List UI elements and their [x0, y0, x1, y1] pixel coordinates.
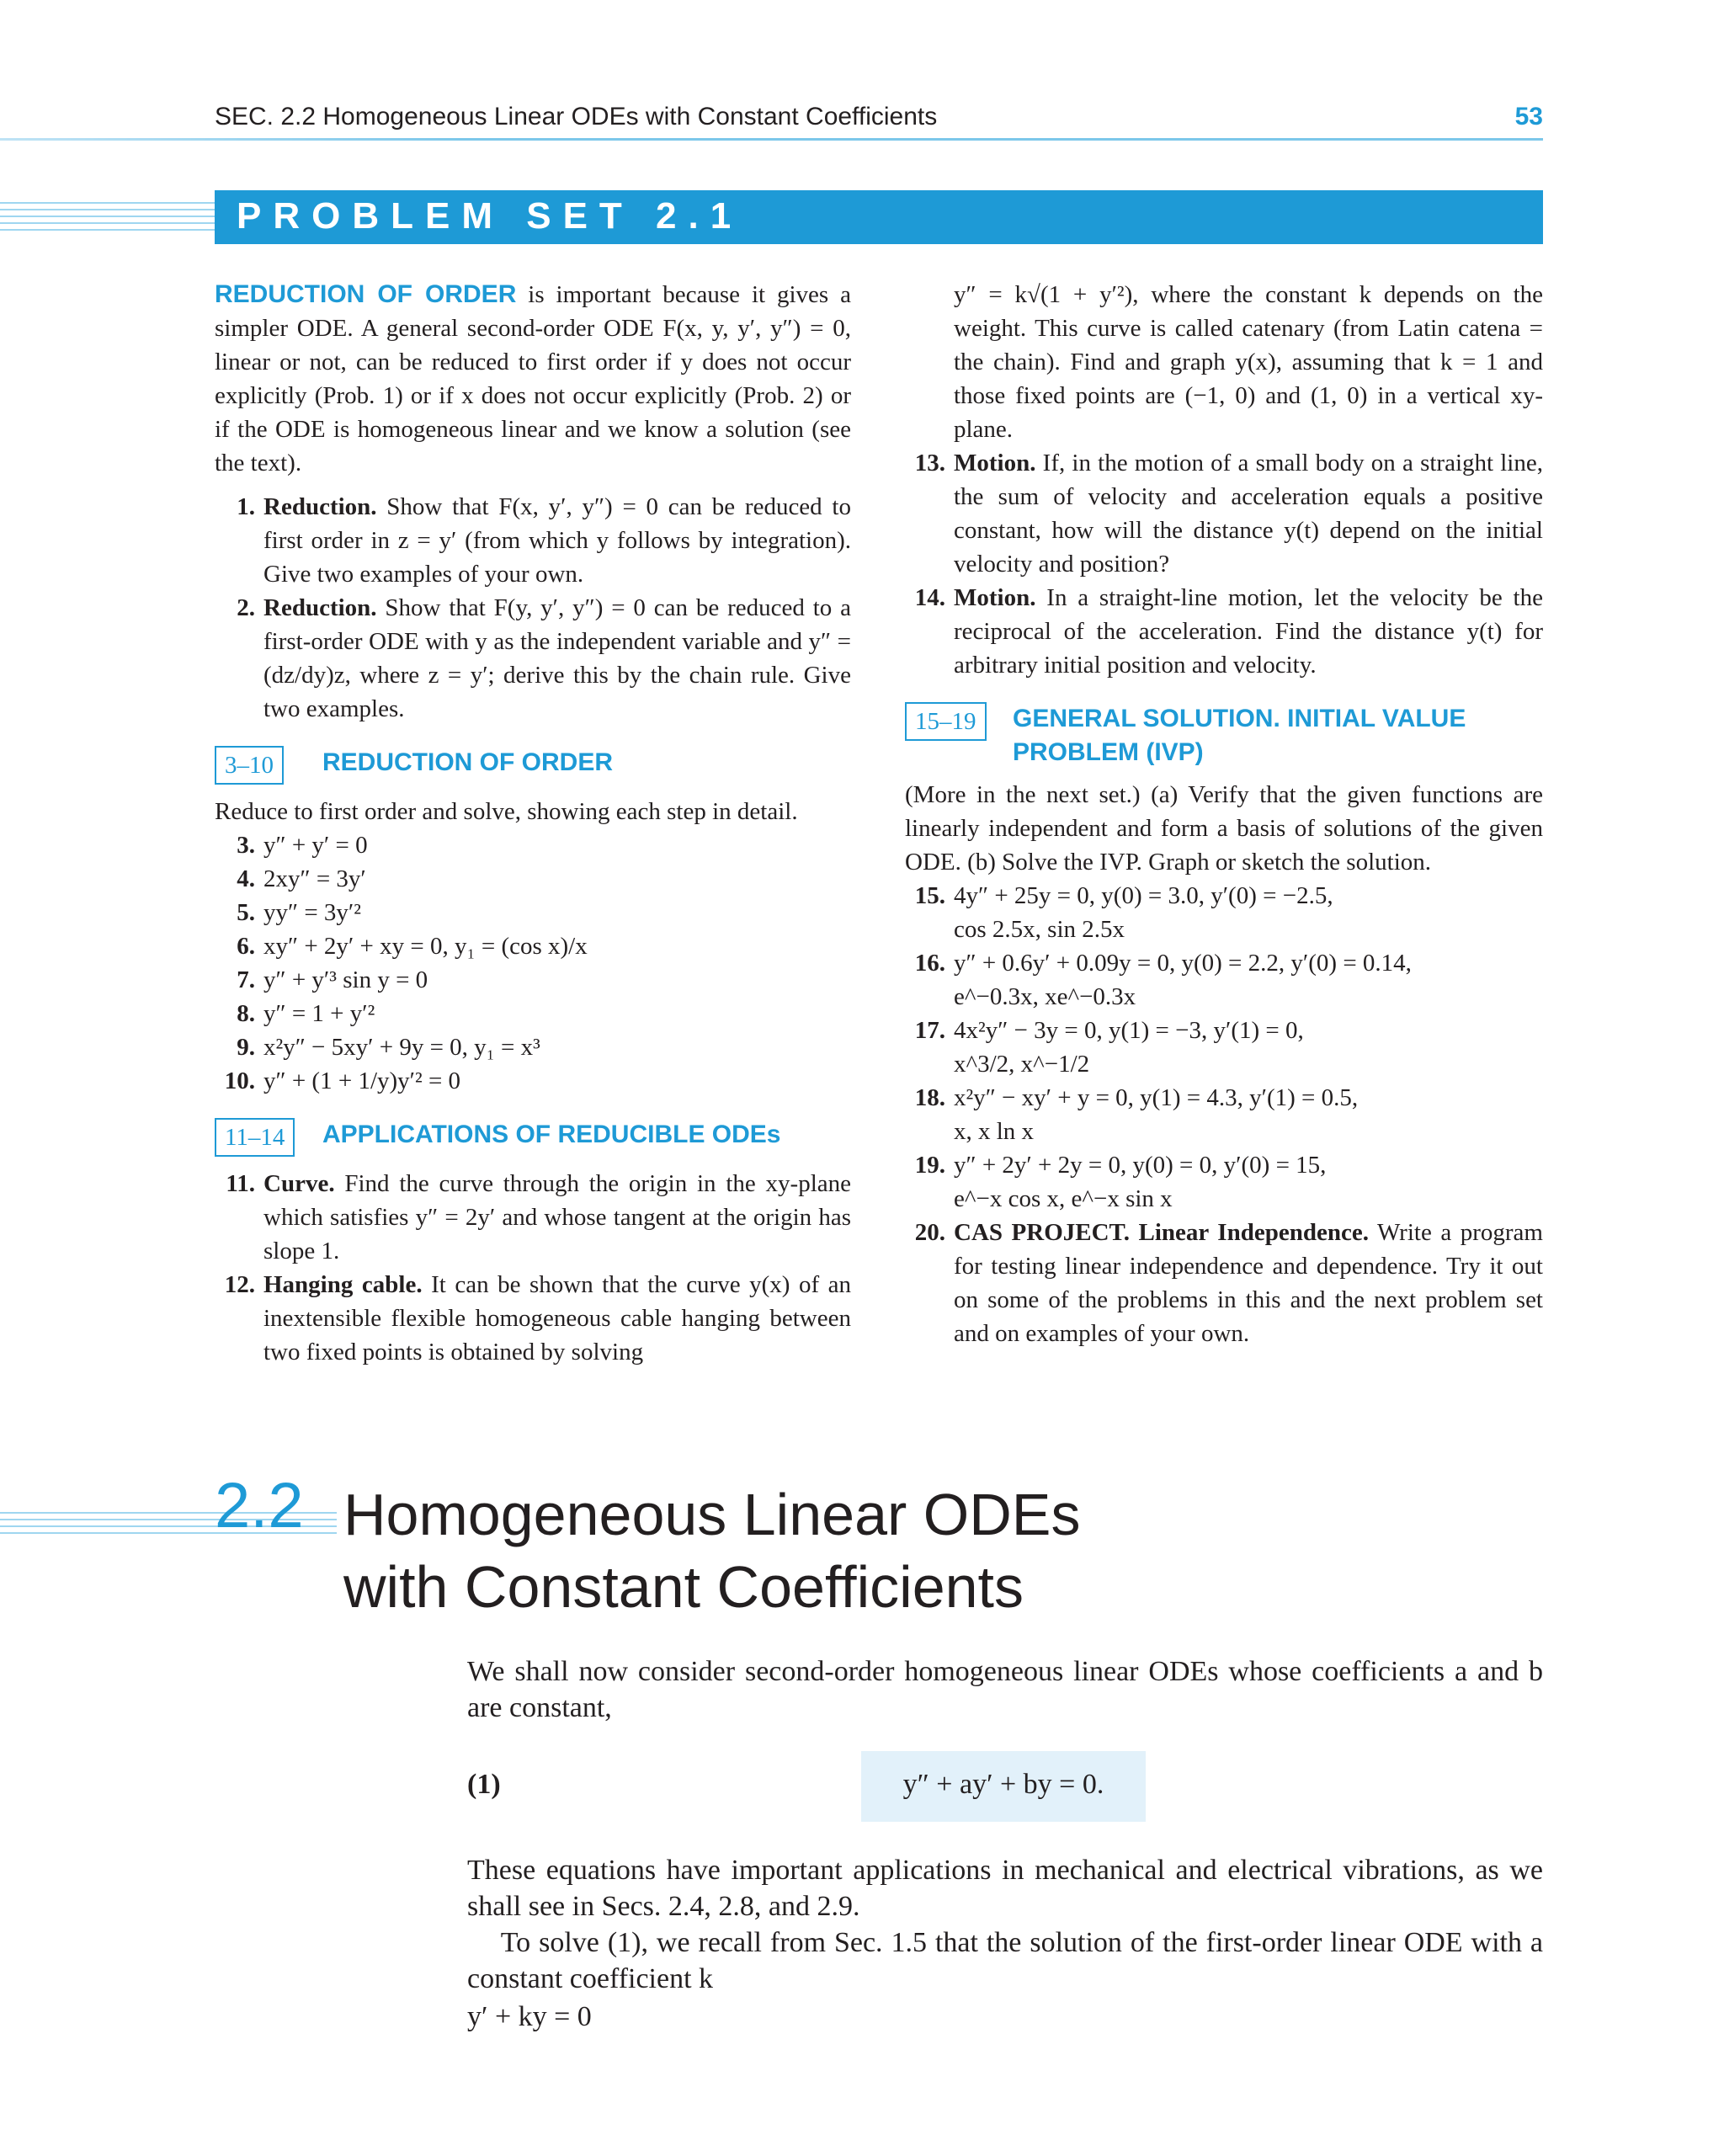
problem-11 — [215, 1167, 851, 1268]
problem-9 — [215, 1030, 851, 1064]
problem-equation: yy″ = 3y′² — [263, 899, 361, 926]
equation-1-label: (1) — [467, 1769, 501, 1800]
problem-equation: y″ + (1 + 1/y)y′² = 0 — [263, 1067, 461, 1094]
problem-19 — [905, 1148, 1543, 1182]
problem-equation: x²y″ − xy′ + y = 0, y(1) = 4.3, y′(1) = 0.5, — [954, 1084, 1359, 1111]
problem-7 — [215, 963, 851, 997]
problem-number: 1. — [237, 493, 255, 520]
group-range: 15–19 — [905, 702, 987, 741]
problem-equation: xy″ + 2y′ + xy = 0, y₁ = (cos x)/x — [263, 933, 588, 960]
problem-equation: x²y″ − 5xy′ + 9y = 0, y₁ = x³ — [263, 1034, 540, 1061]
problem-title: Motion. — [954, 450, 1036, 476]
problem-number: 18. — [914, 1084, 945, 1111]
problem-title: Reduction. — [263, 594, 377, 621]
body-paragraph-1: We shall now consider second-order homogeneous linear ODEs whose coefficients a and b are constant, — [467, 1656, 1543, 1723]
problem-4 — [215, 862, 851, 896]
left-column — [215, 278, 851, 1369]
problem-number: 8. — [237, 1000, 255, 1027]
problem-18 — [905, 1081, 1543, 1115]
problem-14 — [905, 581, 1543, 682]
problem-1 — [215, 490, 851, 591]
problem-number: 15. — [914, 882, 945, 909]
problem-title: Reduction. — [263, 493, 377, 520]
header-rule — [0, 138, 1543, 141]
problem-10 — [215, 1064, 851, 1098]
section-title — [343, 1478, 1438, 1623]
problem-12 — [215, 1268, 851, 1369]
problem-text: It can be shown that the curve y(x) of an inextensible flexible homogeneous cable hanging between two fixed points is obtained by solving — [263, 1271, 851, 1365]
section-number: 2.2 — [215, 1470, 304, 1541]
problem-13 — [905, 446, 1543, 581]
problem-2 — [215, 591, 851, 726]
problem-equation: y″ + 0.6y′ + 0.09y = 0, y(0) = 2.2, y′(0) = 0.14, — [954, 950, 1412, 977]
problem-number: 2. — [237, 594, 255, 621]
problem-6 — [215, 929, 851, 963]
problem-text: Write a program for testing linear independence and dependence. Try it out on some of the problems in this and the next problem set and on examples of your own. — [954, 1219, 1543, 1347]
problem-number: 3. — [237, 832, 255, 859]
problem-equation: 4x²y″ − 3y = 0, y(1) = −3, y′(1) = 0, — [954, 1017, 1304, 1044]
problem-17-basis: x^3/2, x^−1/2 — [954, 1051, 1090, 1078]
problem-title: Curve. — [263, 1170, 335, 1197]
problem-number: 6. — [237, 933, 255, 960]
problem-equation: 4y″ + 25y = 0, y(0) = 3.0, y′(0) = −2.5, — [954, 882, 1333, 909]
problem-set-banner — [215, 190, 1543, 244]
section-title-line-1: Homogeneous Linear ODEs — [343, 1482, 1081, 1547]
intro-text: is important because it gives a simpler ODE. A general second-order ODE F(x, y, y′, y″) = 0, linear or not, can be reduced to first order if y does not occur explicitly (Prob. 1) or if x does not occur explicitly (Prob. 2) or if the ODE is homogeneous linear and we know a solution (see the text). — [215, 281, 851, 476]
group-intro: (More in the next set.) (a) Verify that the given functions are linearly independent and form a basis of solutions of the given ODE. (b) Solve the IVP. Graph or sketch the solution. — [905, 781, 1543, 876]
problem-number: 10. — [224, 1067, 255, 1094]
group-heading-11-14 — [215, 1116, 851, 1160]
problem-8 — [215, 997, 851, 1030]
problem-number: 19. — [914, 1152, 945, 1179]
equation-1-row — [467, 1751, 1543, 1822]
problem-number: 12. — [224, 1271, 255, 1298]
problem-number: 16. — [914, 950, 945, 977]
problem-text: If, in the motion of a small body on a straight line, the sum of velocity and acceleration equals a positive constant, how will the distance y(t) depend on the initial velocity and position? — [954, 450, 1543, 578]
problem-number: 14. — [914, 584, 945, 611]
equation-1: y″ + ay′ + by = 0. — [902, 1769, 1104, 1800]
problem-title: Hanging cable. — [263, 1271, 423, 1298]
problem-text: Show that F(y, y′, y″) = 0 can be reduced to a first-order ODE with y as the independent variable and y″ = (dz/dy)z, where z = y′; derive this by the chain rule. Give two examples. — [263, 594, 851, 722]
problem-15-basis: cos 2.5x, sin 2.5x — [954, 916, 1125, 943]
problem-text: Show that F(x, y′, y″) = 0 can be reduced to first order in z = y′ (from which y follows by integration). Give two examples of your own. — [263, 493, 851, 588]
equation-2: y′ + ky = 0 — [467, 2001, 592, 2032]
problem-number: 9. — [237, 1034, 255, 1061]
problem-18-basis: x, x ln x — [954, 1118, 1035, 1145]
equation-1-box — [861, 1751, 1146, 1822]
group-title: REDUCTION OF ORDER — [322, 748, 613, 776]
problem-12-continued: y″ = k√(1 + y′²), where the constant k depends on the weight. This curve is called catenary (from Latin catena = the chain). Find and graph y(x), assuming that k = 1 and those fixed points are (−1, 0) and (1, 0) in a vertical xy-plane. — [954, 281, 1543, 443]
problem-16-basis: e^−0.3x, xe^−0.3x — [954, 983, 1136, 1010]
group-title: APPLICATIONS OF REDUCIBLE ODEs — [322, 1121, 781, 1148]
problem-title: CAS PROJECT. Linear Independence. — [954, 1219, 1369, 1246]
problem-16 — [905, 946, 1543, 980]
problem-text: In a straight-line motion, let the velocity be the reciprocal of the acceleration. Find the distance y(t) for arbitrary initial position and velocity. — [954, 584, 1543, 679]
right-column — [905, 278, 1543, 1350]
section-title-line-2: with Constant Coefficients — [343, 1554, 1024, 1620]
problem-number: 13. — [914, 450, 945, 476]
group-heading-15-19 — [905, 700, 1543, 771]
problem-15 — [905, 879, 1543, 913]
group-intro: Reduce to first order and solve, showing each step in detail. — [215, 798, 798, 825]
problem-title: Motion. — [954, 584, 1036, 611]
group-range: 3–10 — [215, 746, 284, 785]
problem-20 — [905, 1216, 1543, 1350]
group-title: GENERAL SOLUTION. INITIAL VALUE PROBLEM (IVP) — [1013, 705, 1466, 766]
problem-number: 17. — [914, 1017, 945, 1044]
problem-number: 20. — [914, 1219, 945, 1246]
running-header-section: SEC. 2.2 Homogeneous Linear ODEs with Constant Coefficients — [215, 103, 938, 130]
section-body — [467, 1653, 1551, 2035]
running-header — [215, 103, 1543, 136]
problem-equation: y″ + y′ = 0 — [263, 832, 368, 859]
problem-5 — [215, 896, 851, 929]
problem-number: 11. — [226, 1170, 255, 1197]
problem-equation: y″ = 1 + y′² — [263, 1000, 375, 1027]
page-number: 53 — [1514, 103, 1543, 130]
problem-number: 7. — [237, 966, 255, 993]
body-paragraph-2: These equations have important applications in mechanical and electrical vibrations, as we shall see in Secs. 2.4, 2.8, and 2.9. — [467, 1855, 1543, 1922]
body-paragraph-3: To solve (1), we recall from Sec. 1.5 that the solution of the first-order linear ODE with a constant coefficient k — [467, 1927, 1551, 1994]
problem-19-basis: e^−x cos x, e^−x sin x — [954, 1185, 1173, 1212]
problem-equation: 2xy″ = 3y′ — [263, 865, 366, 892]
problem-number: 4. — [237, 865, 255, 892]
group-range: 11–14 — [215, 1118, 295, 1157]
problem-number: 5. — [237, 899, 255, 926]
intro-lead: REDUCTION OF ORDER — [215, 280, 517, 308]
problem-equation: y″ + y′³ sin y = 0 — [263, 966, 428, 993]
problem-17 — [905, 1014, 1543, 1047]
problem-set-title: PROBLEM SET 2.1 — [237, 195, 743, 237]
problem-text: Find the curve through the origin in the xy-plane which satisfies y″ = 2y′ and whose tangent at the origin has slope 1. — [263, 1170, 851, 1264]
problem-equation: y″ + 2y′ + 2y = 0, y(0) = 0, y′(0) = 15, — [954, 1152, 1327, 1179]
group-heading-3-10 — [215, 744, 851, 788]
problem-3 — [215, 828, 851, 862]
intro-paragraph — [215, 278, 851, 480]
